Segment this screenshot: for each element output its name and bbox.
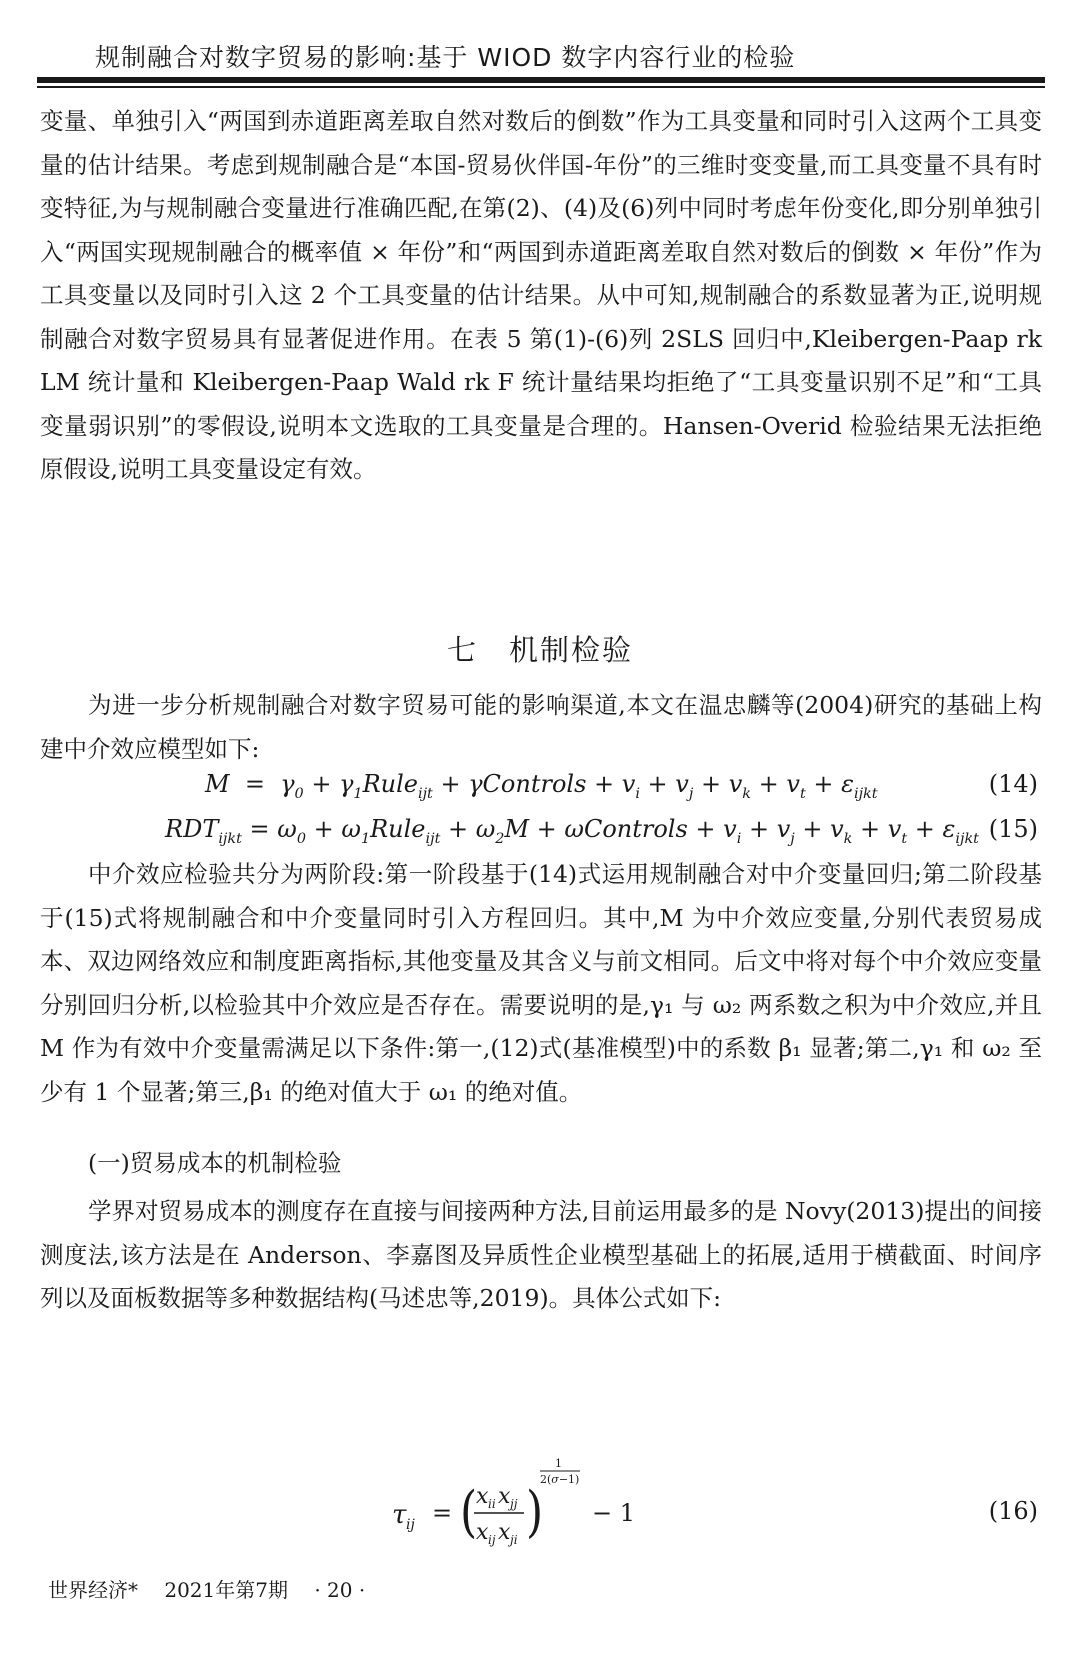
svg-text:τ: τ [392, 1500, 407, 1530]
svg-text:=: = [432, 1499, 453, 1527]
svg-text:x: x [476, 1484, 489, 1509]
svg-text:ij: ij [406, 1517, 415, 1533]
svg-text:1: 1 [555, 1457, 562, 1470]
svg-text:x: x [476, 1520, 489, 1545]
svg-text:(: ( [460, 1479, 478, 1544]
equation-16 [40, 1453, 1042, 1573]
equation-14-number: (14) [988, 770, 1038, 798]
page-footer: 世界经济* 2021年第7期 · 20 · [48, 1578, 366, 1602]
equation-15-formula: $RDT_{ijkt} = \omega_0$ + $\omega_1Rule_{ijt} + \omega_2M$ + ωControls + $v_i + v_j + v_k + v_t + \varepsilon_{ijkt}$ [165, 815, 979, 847]
paragraph-iv-results: 变量、单独引入“两国到赤道距离差取自然对数后的倒数”作为工具变量和同时引入这两个工具变量的估计结果。考虑到规制融合是“本国-贸易伙伴国-年份”的三维时变变量,而工具变量不具有时变特征,为与规制融合变量进行准确匹配,在第(2)、(4)及(6)列中同时考虑年份变化,即分别单独引入“两国实现规制融合的概率值 × 年份”和“两国到赤道距离差取自然对数后的倒数 × 年份”作为工具变量以及同时引入这 2 个工具变量的估计结果。从中可知,规制融合的系数显著为正,说明规制融合对数字贸易具有显著促进作用。在表 5 第(1)-(6)列 2SLS 回归中,Kleibergen-Paap rk LM 统计量和 Kleibergen-Paap Wald rk F 统计量结果均拒绝了“工具变量识别不足”和“工具变量弱识别”的零假设,说明本文选取的工具变量是合理的。Hansen-Overid 检验结果无法拒绝原假设,说明工具变量设定有效。 [40, 107, 1042, 483]
header-rule-thick [37, 77, 1045, 83]
equation-16-formula [40, 1453, 1042, 1573]
svg-text:): ) [526, 1479, 544, 1544]
paragraph-mediation-steps: 中介效应检验共分为两阶段:第一阶段基于(14)式运用规制融合对中介变量回归;第二阶段基于(15)式将规制融合和中介变量同时引入方程回归。其中,M 为中介效应变量,分别代表贸易成本、双边网络效应和制度距离指标,其他变量及其含义与前文相同。后文中将对每个中介效应变量分别回归分析,以检验其中介效应是否存在。需要说明的是,γ₁ 与 ω₂ 两系数之积为中介效应,并且 M 作为有效中介变量需满足以下条件:第一,(12)式(基准模型)中的系数 β₁ 显著;第二,γ₁ 和 ω₂ 至少有 1 个显著;第三,β₁ 的绝对值大于 ω₁ 的绝对值。 [40, 860, 1042, 1106]
equation-15-number: (15) [988, 815, 1038, 843]
section-title: 七 机制检验 [446, 633, 633, 667]
svg-text:2(σ−1): 2(σ−1) [540, 1473, 580, 1486]
running-title: 规制融合对数字贸易的影响:基于 WIOD 数字内容行业的检验 [95, 43, 796, 72]
header-rule-thin [37, 86, 1045, 88]
svg-text:ii: ii [488, 1497, 496, 1511]
svg-text:ji: ji [510, 1533, 518, 1547]
subsection-title: (一)贸易成本的机制检验 [88, 1149, 342, 1177]
equation-15 [40, 815, 1042, 855]
equation-16-number: (16) [988, 1497, 1038, 1525]
svg-text:jj: jj [510, 1497, 518, 1511]
equation-14 [40, 770, 1042, 810]
svg-text:− 1: − 1 [592, 1499, 636, 1527]
paragraph-mediation-intro: 为进一步分析规制融合对数字贸易可能的影响渠道,本文在温忠麟等(2004)研究的基础上构建中介效应模型如下: [40, 691, 1042, 763]
svg-text:x: x [498, 1484, 511, 1509]
equation-14-formula: $M = \gamma_0$ + $\gamma_1Rule_{ijt}$ + γControls + $v_i + v_j + v_k + v_t + \varepsilon_{ijkt}$ [205, 770, 878, 802]
svg-text:ij: ij [488, 1533, 496, 1547]
svg-text:x: x [498, 1520, 511, 1545]
paragraph-trade-cost: 学界对贸易成本的测度存在直接与间接两种方法,目前运用最多的是 Novy(2013)提出的间接测度法,该方法是在 Anderson、李嘉图及异质性企业模型基础上的拓展,适用于横截面、时间序列以及面板数据等多种数据结构(马述忠等,2019)。具体公式如下: [40, 1197, 1042, 1312]
